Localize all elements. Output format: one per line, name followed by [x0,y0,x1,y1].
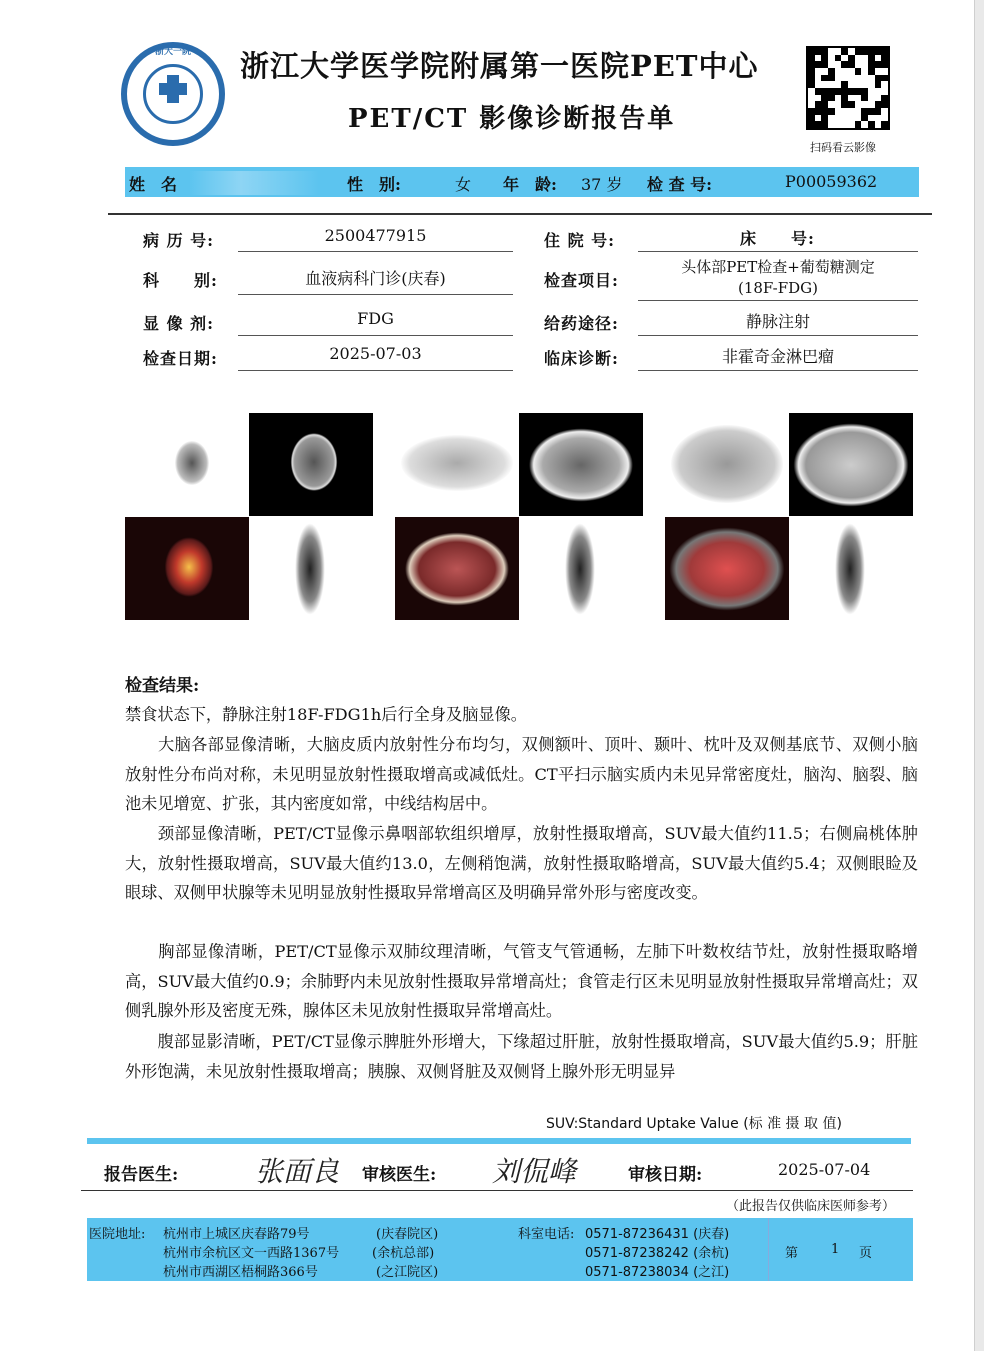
qr-code-icon[interactable] [806,46,890,130]
pet-axial-abdomen [665,413,789,516]
results-heading: 检查结果: [125,676,200,696]
agent-value: FDG [357,309,394,328]
image-group-abdomen[interactable] [665,413,913,620]
reporter-label: 报告医生: [104,1165,179,1185]
review-date-value: 2025-07-04 [778,1160,871,1179]
page-number: 1 [831,1242,840,1257]
reviewer-signature: 刘侃峰 [492,1155,577,1188]
ct-axial-abdomen [789,413,913,516]
reviewer-label: 审核医生: [362,1165,437,1185]
image-group-pelvis[interactable] [395,413,643,620]
reporter-signature: 张面良 [255,1155,340,1188]
exam-no-label: 检 查 号: [647,175,713,194]
name-redacted [189,171,319,195]
exam-no-value: P00059362 [785,172,878,191]
dept-value: 血液病科门诊(庆春) [305,269,446,288]
sex-value: 女 [455,175,472,194]
results-neck: 颈部显像清晰，PET/CT显像示鼻咽部软组织增厚，放射性摄取增高，SUV最大值约11.5；右侧扁桃体肿大，放射性摄取增高，SUV最大值约13.0，左侧稍饱满，放射性摄取略增高，SUV最大值约5.4；双侧眼睑及眼球、双侧甲状腺等未见明显放射性摄取异常增高区及明确异常外形与密度改变。 [125,824,918,902]
route-label: 给药途径: [544,314,619,333]
mip-whole-body [789,517,913,620]
phone-3: 0571-87238034 (之江) [585,1265,730,1280]
agent-label: 显 像 剂: [143,314,215,333]
diagnosis-value: 非霍奇金淋巴瘤 [721,347,834,366]
disclaimer: （此报告仅供临床医师参考） [726,1199,896,1214]
inpatient-label: 住 院 号: [544,231,616,250]
report-title: PET/CT 影像诊断报告单 [348,104,676,134]
route-value: 静脉注射 [745,312,810,331]
address-1: 杭州市上城区庆春路79号 [163,1227,310,1242]
page-prefix: 第 [785,1246,799,1261]
campus-1: (庆春院区) [376,1227,439,1242]
exam-item-tracer: (18F-FDG) [737,279,818,297]
patient-bar [125,167,919,197]
logo-cross-horizontal [159,83,187,95]
fused-axial-pelvis [395,517,519,620]
fused-axial-abdomen [665,517,789,620]
suv-note: SUV:Standard Uptake Value (标 准 摄 取 值) [546,1116,842,1132]
qr-caption: 扫码看云影像 [810,141,876,154]
mip-whole-body [249,517,373,620]
footer-bar [87,1218,913,1281]
hospital-logo [121,42,225,146]
phone-1: 0571-87236431 (庆春) [585,1227,730,1242]
bed-label: 床 号: [740,229,815,248]
pet-axial-pelvis [395,413,519,516]
hospital-title: 浙江大学医学院附属第一医院PET中心 [240,49,759,83]
exam-item-label: 检查项目: [544,271,619,290]
date-value: 2025-07-03 [329,344,422,363]
header-divider [108,213,932,215]
ct-axial-pelvis [519,413,643,516]
record-no-value: 2500477915 [324,226,427,245]
logo-inner-ring [143,64,203,124]
exam-item-value: 头体部PET检查+葡萄糖测定 [681,258,875,276]
age-label: 年 龄: [503,175,557,194]
signature-divider [81,1190,913,1191]
results-chest: 胸部显像清晰，PET/CT显像示双肺纹理清晰，气管支气管通畅，左肺下叶数枚结节灶，放射性摄取略增高，SUV最大值约0.9；余肺野内未见放射性摄取异常增高灶；食管走行区未见明显放射性摄取异常增高灶；双侧乳腺外形及密度无殊，腺体区未见放射性摄取异常增高灶。 [125,942,918,1020]
dept-label: 科 别: [143,271,218,290]
record-no-label: 病 历 号: [143,231,215,250]
age-value: 37 岁 [581,175,623,194]
results-abdomen: 腹部显影清晰，PET/CT显像示脾脏外形增大，下缘超过肝脏，放射性摄取增高，SUV最大值约5.9；肝脏外形饱满，未见放射性摄取增高；胰腺、双侧肾脏及双侧肾上腺外形无明显异 [125,1032,918,1081]
address-3: 杭州市西湖区梧桐路366号 [163,1265,318,1280]
page-number-box [768,1218,911,1281]
mip-whole-body [519,517,643,620]
diagnosis-label: 临床诊断: [544,349,619,368]
campus-2: (余杭总部) [372,1246,435,1261]
sex-label: 性 别: [347,175,401,194]
address-2: 杭州市余杭区文一西路1367号 [163,1246,340,1261]
date-label: 检查日期: [143,349,218,368]
page-suffix: 页 [859,1246,873,1261]
footer-accent-bar [87,1138,911,1144]
phone-2: 0571-87238242 (余杭) [585,1246,730,1261]
image-group-neck[interactable] [125,413,373,620]
name-label: 姓 名 [129,175,178,194]
address-label: 医院地址: [89,1227,146,1242]
phone-label: 科室电话: [518,1227,575,1242]
pet-axial-neck [125,413,249,516]
ct-axial-neck [249,413,373,516]
fused-axial-neck [125,517,249,620]
results-brain: 大脑各部显像清晰，大脑皮质内放射性分布均匀，双侧额叶、顶叶、颞叶、枕叶及双侧基底节、双侧小脑放射性分布尚对称，未见明显放射性摄取增高或减低灶。CT平扫示脑实质内未见异常密度灶，脑沟、脑裂、脑池未见增宽、扩张，其内密度如常，中线结构居中。 [125,735,918,813]
logo-text: 浙大一院 [154,47,191,57]
campus-3: (之江院区) [376,1265,439,1280]
review-date-label: 审核日期: [628,1165,703,1185]
results-intro: 禁食状态下，静脉注射18F-FDG1h后行全身及脑显像。 [125,705,527,724]
